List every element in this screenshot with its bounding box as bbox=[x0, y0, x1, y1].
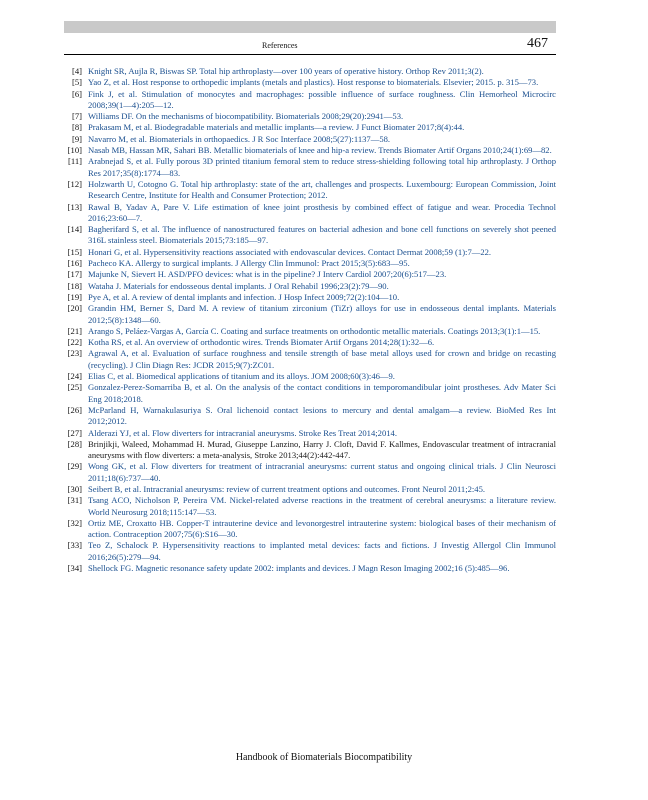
reference-text[interactable]: Rawal B, Yadav A, Pare V. Life estimation of knee joint prosthesis by combined effect of fatigue and wear. Procedia Technol 2016;23:60—7. bbox=[88, 201, 556, 223]
reference-number: [10] bbox=[67, 145, 82, 156]
reference-number: [33] bbox=[67, 540, 82, 551]
reference-item[interactable] bbox=[64, 292, 556, 303]
reference-text[interactable]: Prakasam M, et al. Biodegradable materials and metallic implants—a review. J Funct Biomater 2017;8(4):44. bbox=[88, 122, 465, 133]
reference-item[interactable] bbox=[64, 179, 556, 202]
reference-item[interactable] bbox=[64, 156, 556, 179]
reference-text[interactable]: Nasab MB, Hassan MR, Sahari BB. Metallic biomaterials of knee and hip-a review. Trends Biomater Artif Organs 2010;24(1):69—82. bbox=[88, 145, 552, 156]
reference-number: [12] bbox=[67, 178, 82, 189]
reference-text[interactable]: Knight SR, Aujla R, Biswas SP. Total hip arthroplasty—over 100 years of operative history. Orthop Rev 2011;3(2). bbox=[88, 66, 484, 76]
reference-text: Brinjikji, Waleed, Mohammad H. Murad, Giuseppe Lanzino, Harry J. Cloft, David F. Kallmes, Endovascular treatment of intracranial aneurysms with flow diverters: a meta-analysis, Stroke 2013;44(2):442-447. bbox=[88, 438, 556, 461]
reference-item[interactable] bbox=[64, 461, 556, 484]
reference-item[interactable] bbox=[64, 484, 556, 495]
reference-text[interactable]: Kotha RS, et al. An overview of orthodontic wires. Trends Biomater Artif Organs 2014;28(1):32—6. bbox=[88, 337, 435, 348]
reference-number: [22] bbox=[67, 337, 82, 348]
reference-item[interactable] bbox=[64, 540, 556, 563]
reference-number: [6] bbox=[71, 88, 82, 99]
reference-item[interactable] bbox=[64, 224, 556, 247]
reference-item[interactable] bbox=[64, 202, 556, 225]
reference-text[interactable]: Navarro M, et al. Biomaterials in orthopaedics. J R Soc Interface 2008;5(27):1137—58. bbox=[88, 133, 391, 144]
reference-item[interactable] bbox=[64, 303, 556, 326]
reference-number: [26] bbox=[67, 404, 82, 415]
reference-number: [11] bbox=[68, 156, 82, 167]
reference-number: [23] bbox=[67, 348, 82, 359]
reference-item[interactable] bbox=[64, 247, 556, 258]
reference-number: [9] bbox=[71, 133, 82, 144]
reference-text[interactable]: Majunke N, Sievert H. ASD/PFO devices: what is in the pipeline? J Interv Cardiol 2007;20(6):517—23. bbox=[88, 269, 447, 280]
reference-item[interactable] bbox=[64, 563, 556, 574]
reference-item[interactable] bbox=[64, 337, 556, 348]
reference-text[interactable]: Alderazi YJ, et al. Flow diverters for intracranial aneurysms. Stroke Res Treat 2014;2014. bbox=[88, 427, 397, 438]
reference-text[interactable]: Bagherifard S, et al. The influence of nanostructured features on bacterial adhesion and bone cell functions on severely shot peened 316L stainless steel. Biomaterials 2015;73:185—97. bbox=[88, 224, 556, 246]
reference-item[interactable] bbox=[64, 405, 556, 428]
reference-text[interactable]: Shellock FG. Magnetic resonance safety update 2002: implants and devices. J Magn Reson Imaging 2002;16 (5):485—96. bbox=[88, 563, 510, 574]
reference-text[interactable]: Fink J, et al. Stimulation of monocytes and macrophages: possible influence of surface roughness. Clin Hemorheol Microcirc 2008;39(1—4):205—12. bbox=[88, 88, 556, 110]
reference-item[interactable] bbox=[64, 77, 556, 88]
reference-text[interactable]: Pacheco KA. Allergy to surgical implants. J Allergy Clin Immunol: Pract 2015;3(5):683—95. bbox=[88, 258, 410, 269]
reference-number: [29] bbox=[67, 461, 82, 472]
reference-text[interactable]: Elias C, et al. Biomedical applications of titanium and its alloys. JOM 2008;60(3):46—9. bbox=[88, 371, 395, 382]
reference-item[interactable] bbox=[64, 428, 556, 439]
reference-item[interactable] bbox=[64, 66, 556, 77]
reference-text[interactable]: McParland H, Warnakulasuriya S. Oral lichenoid contact lesions to mercury and dental amalgam—a review. BioMed Res Int 2012;2012. bbox=[88, 404, 556, 427]
reference-text[interactable]: Yao Z, et al. Host response to orthopedic implants (metals and plastics). Host response to biomaterials. Elsevier; 2015. p. 315—73. bbox=[88, 77, 539, 88]
reference-item[interactable] bbox=[64, 111, 556, 122]
reference-item[interactable] bbox=[64, 518, 556, 541]
reference-number: [20] bbox=[67, 303, 82, 314]
reference-item[interactable] bbox=[64, 134, 556, 145]
reference-number: [13] bbox=[67, 201, 82, 212]
reference-text[interactable]: Wataha J. Materials for endosseous dental implants. J Oral Rehabil 1996;23(2):79—90. bbox=[88, 280, 389, 291]
reference-number: [4] bbox=[71, 66, 82, 76]
reference-text[interactable]: Holzwarth U, Cotogno G. Total hip arthroplasty: state of the art, challenges and prospects. Luxembourg: European Commission, Joint Research Centre, Institute for Health and Consumer Protection; 2012. bbox=[88, 178, 556, 201]
reference-number: [17] bbox=[67, 269, 82, 280]
reference-text[interactable]: Honari G, et al. Hypersensitivity reactions associated with endovascular devices. Contact Dermat 2008;59 (1):7—22. bbox=[88, 246, 492, 257]
footer-book-title: Handbook of Biomaterials Biocompatibility bbox=[235, 752, 413, 763]
reference-text[interactable]: Ortiz ME, Croxatto HB. Copper-T intrauterine device and levonorgestrel intrauterine system: biological bases of their mechanism of action. Contraception 2007;75(6):S16—30. bbox=[88, 517, 556, 540]
reference-number: [21] bbox=[67, 325, 82, 336]
reference-number: [16] bbox=[67, 258, 82, 269]
reference-item[interactable] bbox=[64, 371, 556, 382]
reference-number: [31] bbox=[67, 495, 82, 506]
reference-text[interactable]: Arango S, Peláez-Vargas A, García C. Coating and surface treatments on orthodontic metallic materials. Coatings 2013;3(1):1—15. bbox=[88, 325, 541, 336]
reference-number: [27] bbox=[67, 427, 82, 438]
reference-number: [34] bbox=[67, 563, 82, 574]
reference-item[interactable] bbox=[64, 495, 556, 518]
reference-text[interactable]: Gonzalez-Perez-Somarriba B, et al. On the analysis of the contact conditions in temporomandibular joint prostheses. Adv Mater Sci Eng 2018;2018. bbox=[88, 382, 556, 404]
reference-item[interactable] bbox=[64, 89, 556, 112]
reference-text[interactable]: Seibert B, et al. Intracranial aneurysms: review of current treatment options and outcomes. Front Neurol 2011;2:45. bbox=[88, 483, 486, 494]
page-number: 467 bbox=[527, 36, 548, 51]
reference-item[interactable] bbox=[64, 269, 556, 280]
header-bar bbox=[64, 21, 556, 33]
reference-number: [5] bbox=[71, 77, 82, 88]
reference-item[interactable] bbox=[64, 382, 556, 405]
header-rule bbox=[64, 54, 556, 55]
reference-number: [24] bbox=[67, 371, 82, 382]
reference-text[interactable]: Arabnejad S, et al. Fully porous 3D printed titanium femoral stem to reduce stress-shielding following total hip arthroplasty. J Orthop Res 2017;35(8):1774—83. bbox=[88, 156, 556, 178]
reference-text[interactable]: Grandin HM, Berner S, Dard M. A review of titanium zirconium (TiZr) alloys for use in endosseous dental implants. Materials 2012;5(8):1348—60. bbox=[88, 303, 556, 325]
reference-text[interactable]: Williams DF. On the mechanisms of biocompatibility. Biomaterials 2008;29(20):2941—53. bbox=[88, 111, 404, 122]
reference-number: [32] bbox=[67, 517, 82, 528]
reference-text[interactable]: Teo Z, Schalock P. Hypersensitivity reactions to implanted metal devices: facts and fictions. J Investig Allergol Clin Immunol 2016;26(5):279—94. bbox=[88, 540, 556, 562]
reference-number: [30] bbox=[67, 483, 82, 494]
reference-number: [14] bbox=[67, 224, 82, 235]
reference-list bbox=[64, 66, 556, 574]
reference-text[interactable]: Agrawal A, et al. Evaluation of surface roughness and tensile strength of base metal alloys used for crown and bridge on recasting (recycling). J Clin Diagn Res: JCDR 2015;9(7):ZC01. bbox=[88, 348, 556, 370]
reference-number: [7] bbox=[71, 111, 82, 122]
reference-number: [18] bbox=[67, 280, 82, 291]
reference-text[interactable]: Wong GK, et al. Flow diverters for treatment of intracranial aneurysms: current status and ongoing clinical trials. J Clin Neurosci 2011;18(6):737—40. bbox=[88, 461, 556, 483]
reference-number: [25] bbox=[67, 382, 82, 393]
reference-item[interactable] bbox=[64, 122, 556, 133]
reference-item[interactable] bbox=[64, 326, 556, 337]
reference-number: [28] bbox=[67, 438, 82, 449]
reference-number: [8] bbox=[71, 122, 82, 133]
reference-item bbox=[64, 439, 556, 462]
reference-text[interactable]: Tsang ACO, Nicholson P, Pereira VM. Nickel-related adverse reactions in the treatment of cerebral aneurysms: a literature review. World Neurosurg 2018;115:147—53. bbox=[88, 495, 556, 517]
reference-item[interactable] bbox=[64, 145, 556, 156]
running-head: References bbox=[262, 41, 298, 50]
reference-item[interactable] bbox=[64, 281, 556, 292]
reference-number: [15] bbox=[67, 246, 82, 257]
reference-text[interactable]: Pye A, et al. A review of dental implants and infection. J Hosp Infect 2009;72(2):104—10. bbox=[88, 291, 400, 302]
reference-item[interactable] bbox=[64, 258, 556, 269]
reference-item[interactable] bbox=[64, 348, 556, 371]
reference-number: [19] bbox=[67, 291, 82, 302]
